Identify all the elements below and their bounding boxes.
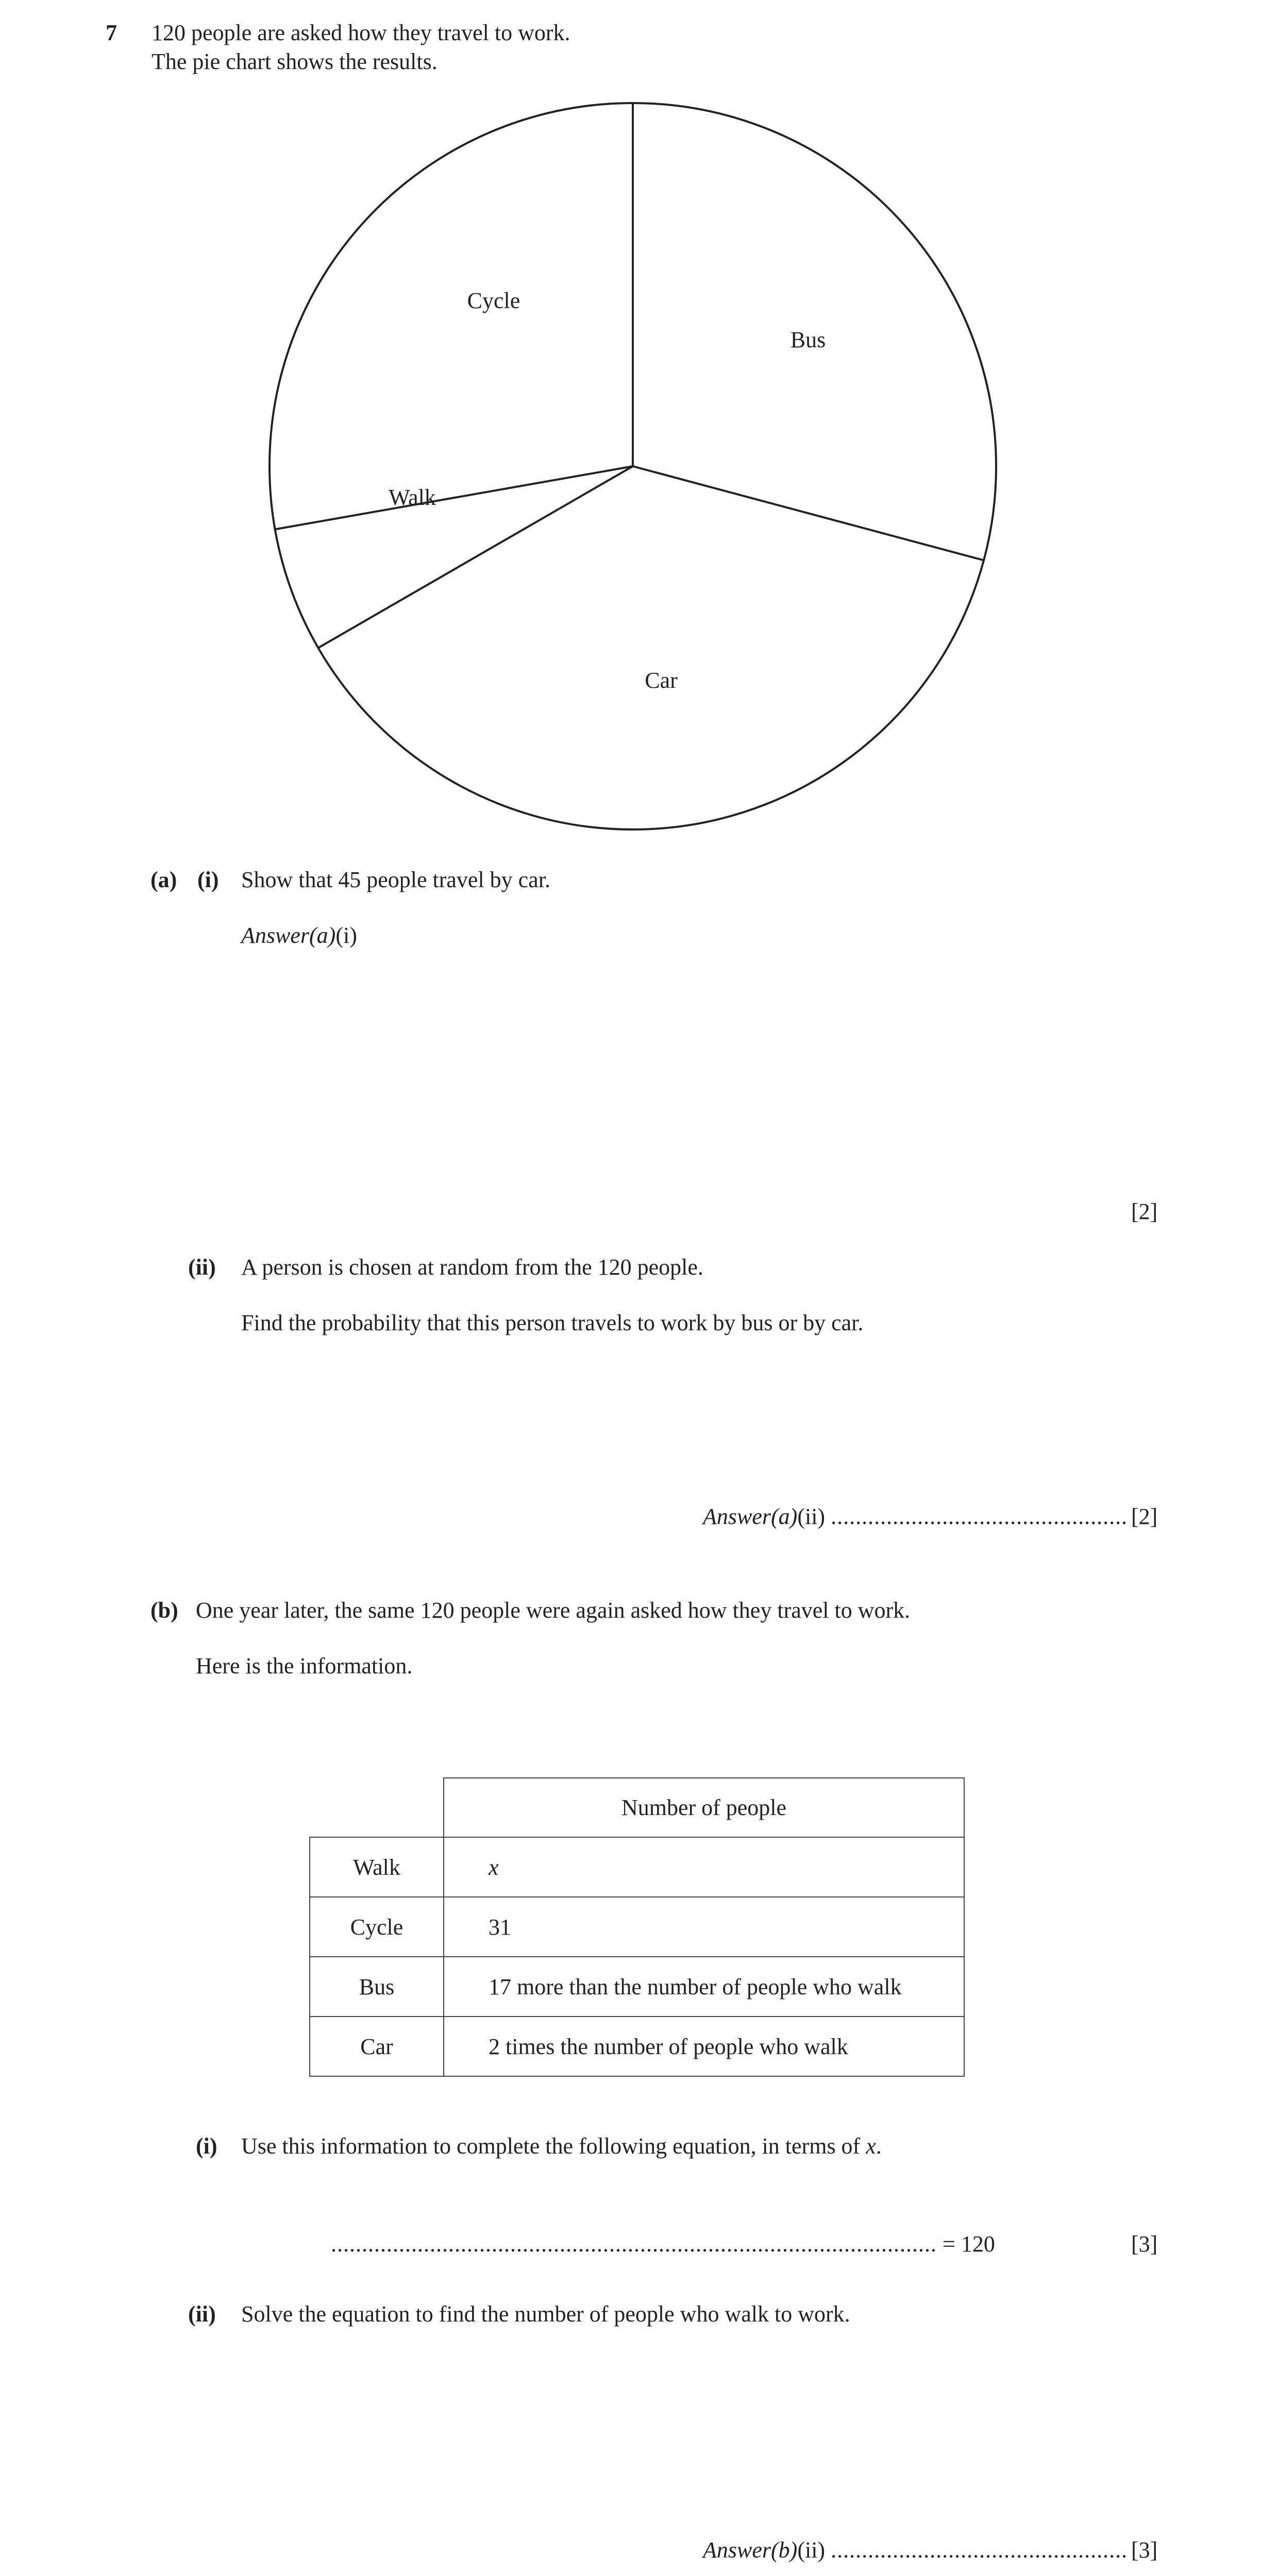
part-b-i-label: (i) [196,2133,217,2159]
table-row-value: 17 more than the number of people who walk [444,1957,964,2016]
travel-info-table [309,1777,965,2077]
part-b-ii-label: (ii) [188,2301,216,2327]
part-a-ii-text-1: A person is chosen at random from the 120 people. [241,1255,703,1280]
slice-label-cycle: Cycle [467,288,520,314]
part-a-i-marks: [2] [1131,1199,1158,1224]
part-b-ii-text: Solve the equation to find the number of people who walk to work. [241,2301,850,2327]
question-number: 7 [106,20,117,45]
slice-boundary-car [633,466,984,561]
table-row-label: Cycle [310,1897,444,1957]
part-a-ii-text-2: Find the probability that this person travels to work by bus or by car. [241,1310,864,1335]
table-row [310,1837,964,1897]
table-row-value: x [444,1837,964,1897]
slice-label-car: Car [645,668,678,693]
part-b-i-text: Use this information to complete the following equation, in terms of x. [241,2133,882,2159]
table-column-header: Number of people [444,1778,964,1837]
table-row-label: Bus [310,1957,444,2016]
table-row-value: 2 times the number of people who walk [444,2016,964,2076]
part-a-label: (a) [150,867,177,892]
part-a-ii-label: (ii) [188,1255,216,1280]
table-header-row [310,1778,964,1837]
part-b-ii-marks: [3] [1131,2537,1158,2563]
part-b-i-marks: [3] [1131,2231,1158,2257]
pie-chart [0,0,1278,845]
part-b-text-2: Here is the information. [196,1653,413,1679]
slice-label-walk: Walk [389,485,436,511]
question-intro-line-1: 120 people are asked how they travel to work. [152,20,570,45]
part-a-i-text: Show that 45 people travel by car. [241,867,550,892]
part-a-i-answer-label: Answer(a)(i) [241,923,357,948]
equation-answer-line[interactable]: .................................................................................................. = 120 [331,2231,995,2257]
slice-label-bus: Bus [790,327,826,353]
table-row-label: Car [310,2016,444,2076]
table-row-label: Walk [310,1837,444,1897]
part-a-ii-marks: [2] [1131,1504,1158,1529]
table-row [310,1957,964,2016]
table-row [310,1897,964,1957]
table-row [310,2016,964,2076]
part-b-label: (b) [150,1598,178,1623]
part-b-ii-answer-line[interactable]: Answer(b)(ii) ................................................ [703,2537,1128,2563]
part-b-text-1: One year later, the same 120 people were again asked how they travel to work. [196,1598,911,1623]
part-a-i-label: (i) [197,867,219,892]
table-row-value: 31 [444,1897,964,1957]
part-a-ii-answer-line[interactable]: Answer(a)(ii) ................................................ [703,1504,1128,1529]
table-corner-cell [310,1778,444,1837]
question-intro-line-2: The pie chart shows the results. [152,49,438,74]
